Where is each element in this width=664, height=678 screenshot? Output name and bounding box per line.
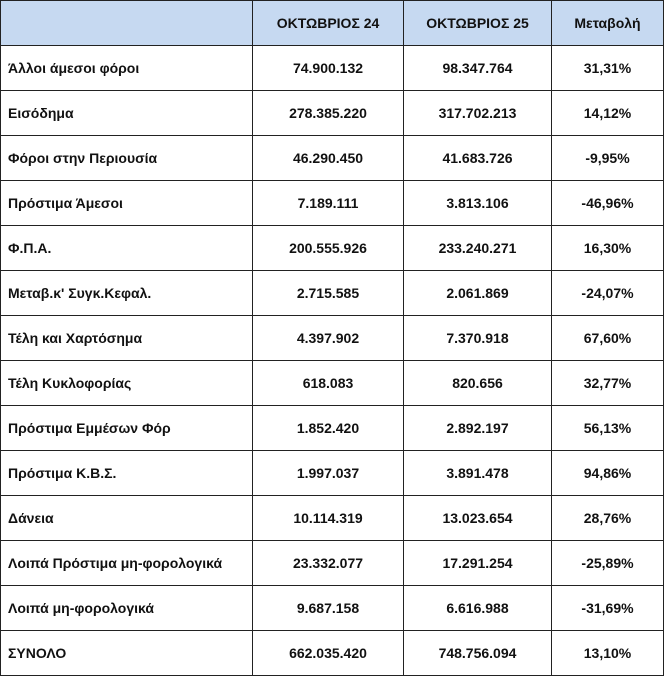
october-25-value-cell: 2.892.197 (404, 406, 552, 451)
header-october-24: ΟΚΤΩΒΡΙΟΣ 24 (253, 1, 404, 46)
row-label-cell: Πρόστιμα Άμεσοι (1, 181, 253, 226)
row-label-cell: Πρόστιμα Εμμέσων Φόρ (1, 406, 253, 451)
october-24-value-cell: 4.397.902 (253, 316, 404, 361)
change-percent-cell: -24,07% (552, 271, 664, 316)
row-label-cell: Εισόδημα (1, 91, 253, 136)
change-percent-cell: 14,12% (552, 91, 664, 136)
row-label-cell: Μεταβ.κ' Συγκ.Κεφαλ. (1, 271, 253, 316)
change-percent-cell: 28,76% (552, 496, 664, 541)
row-label-cell: Δάνεια (1, 496, 253, 541)
change-percent-cell: 16,30% (552, 226, 664, 271)
change-percent-cell: 67,60% (552, 316, 664, 361)
change-percent-cell: 56,13% (552, 406, 664, 451)
october-25-value-cell: 41.683.726 (404, 136, 552, 181)
october-25-value-cell: 748.756.094 (404, 631, 552, 676)
row-label-cell: Λοιπά μη-φορολογικά (1, 586, 253, 631)
table-row (1, 496, 664, 541)
october-25-value-cell: 233.240.271 (404, 226, 552, 271)
october-25-value-cell: 3.891.478 (404, 451, 552, 496)
october-24-value-cell: 662.035.420 (253, 631, 404, 676)
october-24-value-cell: 200.555.926 (253, 226, 404, 271)
row-label-cell: Πρόστιμα Κ.Β.Σ. (1, 451, 253, 496)
october-24-value-cell: 7.189.111 (253, 181, 404, 226)
change-percent-cell: -46,96% (552, 181, 664, 226)
october-24-value-cell: 1.997.037 (253, 451, 404, 496)
table-row (1, 451, 664, 496)
table-row (1, 406, 664, 451)
october-25-value-cell: 17.291.254 (404, 541, 552, 586)
table-row (1, 541, 664, 586)
header-row (1, 1, 664, 46)
header-label-cell (1, 1, 253, 46)
october-25-value-cell: 98.347.764 (404, 46, 552, 91)
october-24-value-cell: 74.900.132 (253, 46, 404, 91)
header-october-25: ΟΚΤΩΒΡΙΟΣ 25 (404, 1, 552, 46)
row-label-cell: Τέλη και Χαρτόσημα (1, 316, 253, 361)
table-row (1, 181, 664, 226)
october-25-value-cell: 317.702.213 (404, 91, 552, 136)
table-row (1, 91, 664, 136)
october-25-value-cell: 2.061.869 (404, 271, 552, 316)
october-24-value-cell: 2.715.585 (253, 271, 404, 316)
october-24-value-cell: 1.852.420 (253, 406, 404, 451)
change-percent-cell: 13,10% (552, 631, 664, 676)
october-24-value-cell: 618.083 (253, 361, 404, 406)
table-row (1, 226, 664, 271)
row-label-cell: Φόροι στην Περιουσία (1, 136, 253, 181)
october-25-value-cell: 3.813.106 (404, 181, 552, 226)
table-row (1, 316, 664, 361)
row-label-cell: ΣΥΝΟΛΟ (1, 631, 253, 676)
header-change: Μεταβολή (552, 1, 664, 46)
table-header (1, 1, 664, 46)
october-24-value-cell: 23.332.077 (253, 541, 404, 586)
october-25-value-cell: 13.023.654 (404, 496, 552, 541)
change-percent-cell: -9,95% (552, 136, 664, 181)
table-row (1, 271, 664, 316)
change-percent-cell: -25,89% (552, 541, 664, 586)
october-25-value-cell: 7.370.918 (404, 316, 552, 361)
table-row (1, 136, 664, 181)
change-percent-cell: 31,31% (552, 46, 664, 91)
table-row (1, 46, 664, 91)
change-percent-cell: 32,77% (552, 361, 664, 406)
october-24-value-cell: 9.687.158 (253, 586, 404, 631)
october-24-value-cell: 278.385.220 (253, 91, 404, 136)
october-25-value-cell: 6.616.988 (404, 586, 552, 631)
table-row (1, 361, 664, 406)
october-24-value-cell: 46.290.450 (253, 136, 404, 181)
row-label-cell: Λοιπά Πρόστιμα μη-φορολογικά (1, 541, 253, 586)
row-label-cell: Τέλη Κυκλοφορίας (1, 361, 253, 406)
row-label-cell: Άλλοι άμεσοι φόροι (1, 46, 253, 91)
row-label-cell: Φ.Π.Α. (1, 226, 253, 271)
change-percent-cell: 94,86% (552, 451, 664, 496)
october-25-value-cell: 820.656 (404, 361, 552, 406)
table-body (1, 46, 664, 676)
october-24-value-cell: 10.114.319 (253, 496, 404, 541)
change-percent-cell: -31,69% (552, 586, 664, 631)
table-row (1, 586, 664, 631)
table-row (1, 631, 664, 676)
